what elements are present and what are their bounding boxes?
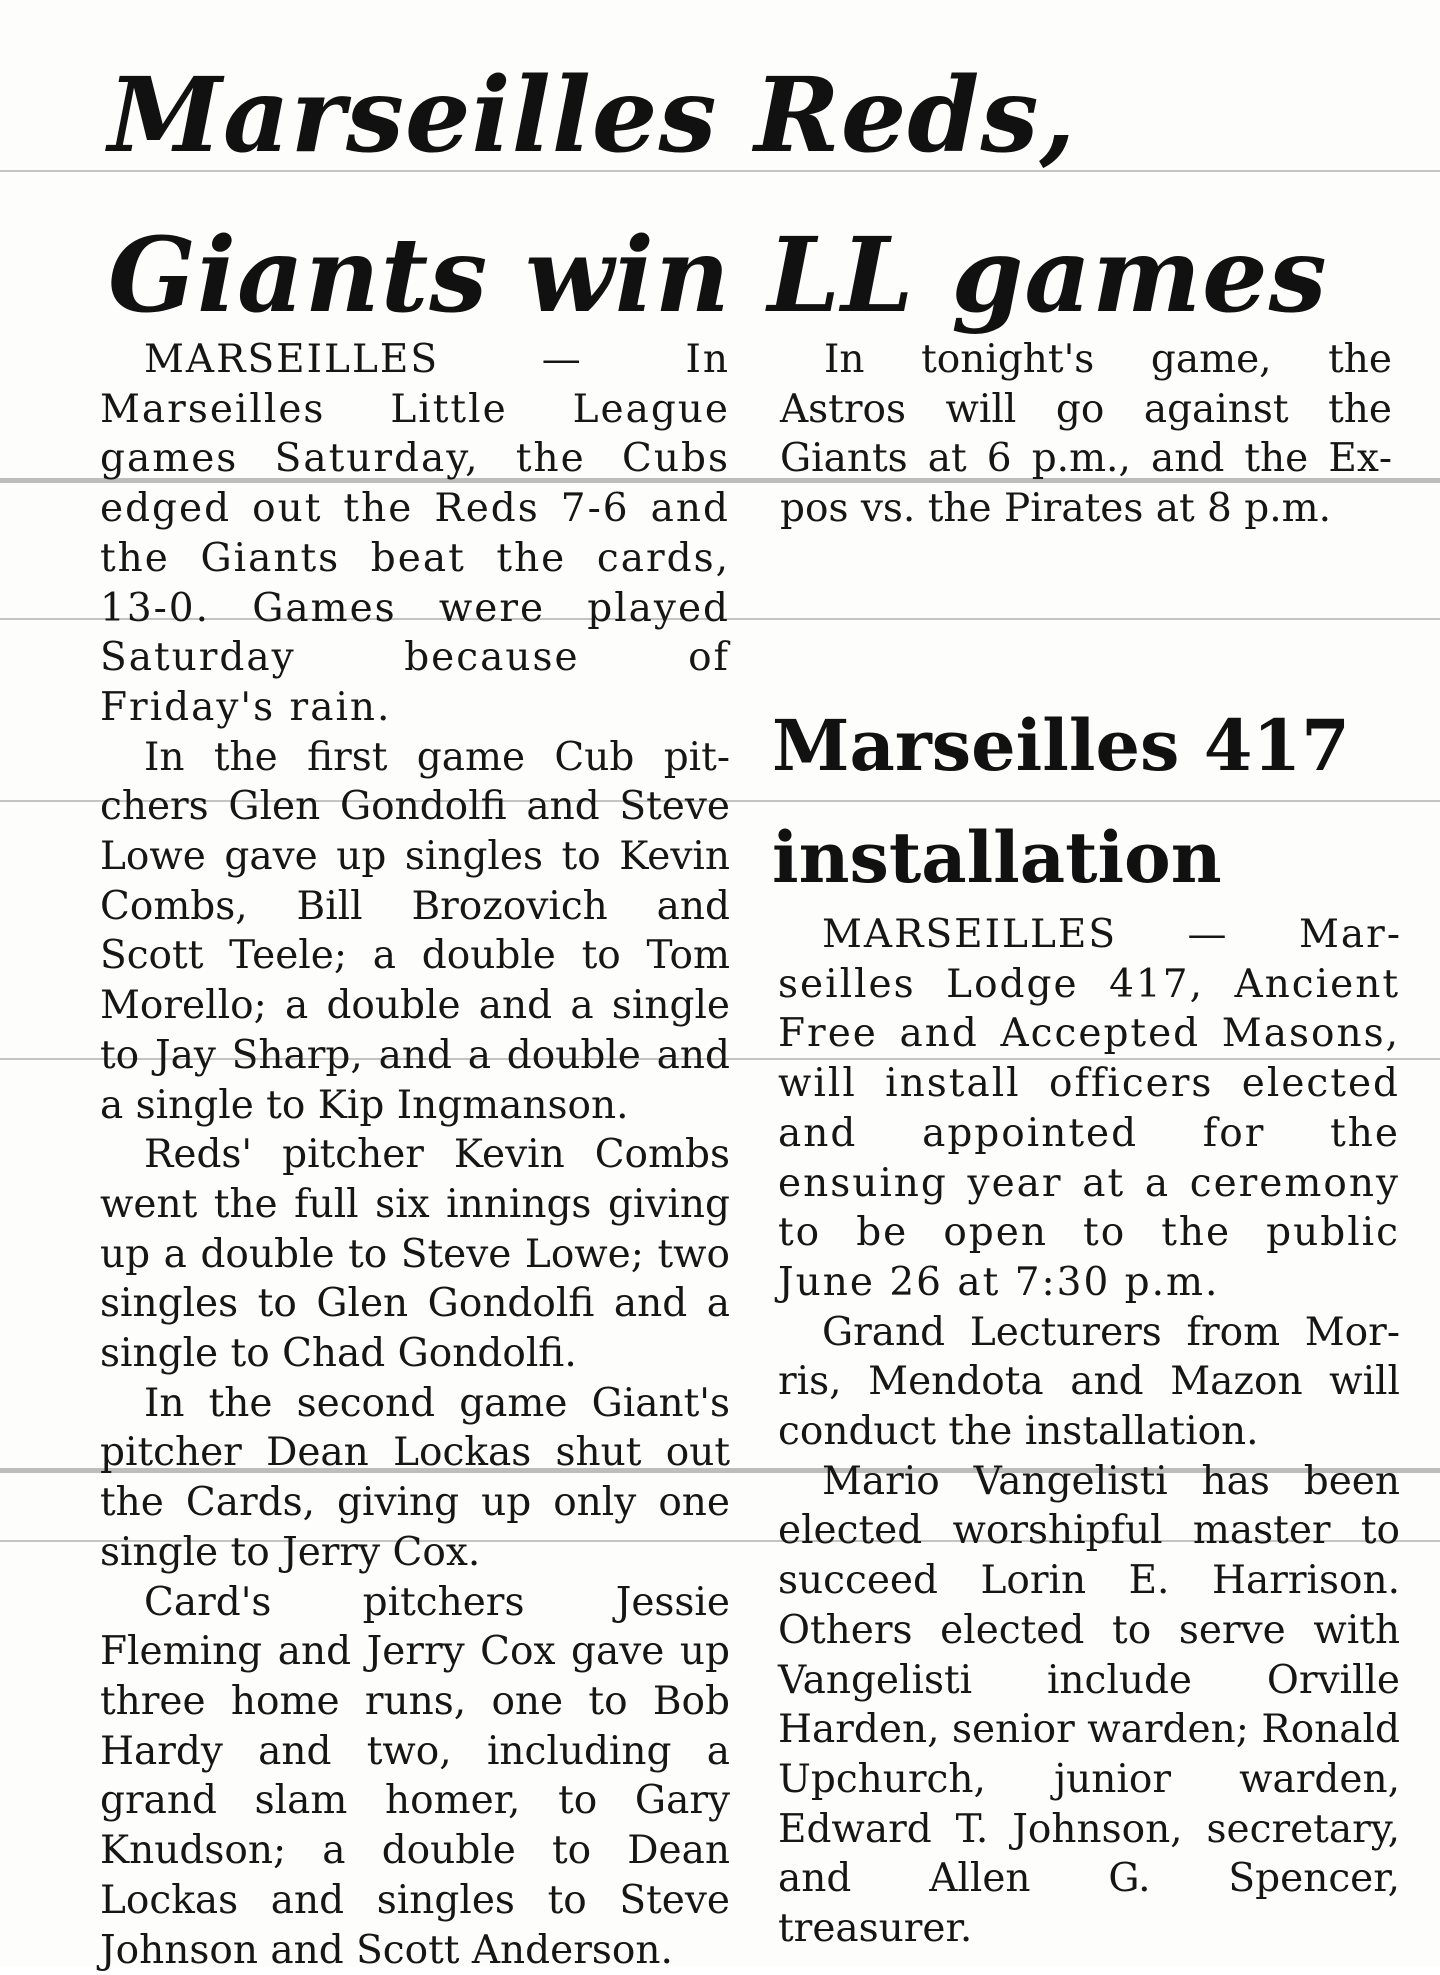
article-1-paragraph-1: MARSEILLES — In Marseilles Little League games Saturday, the Cubs edged out the Reds 7-6 and the Giants beat the cards, 13-0. Games were played Saturday because of Friday's rain.: [100, 337, 730, 730]
article-2-paragraph-1: MARSEILLES — Marseilles Lodge 417, Ancient Free and Accepted Masons, will install officers elected and appointed for the ensuing year at a ceremony to be open to the public June 26 at 7:30 p.m.: [778, 912, 1400, 1305]
article-2-paragraph-2: Grand Lecturers from Morris, Mendota and Mazon will conduct the installation.: [778, 1309, 1400, 1455]
article-2-paragraph-3: Mario Vangelisti has been elected worshipful master to succeed Lorin E. Harrison. Others elected to serve with Vangelisti include Orville Harden, senior warden; Ronald Upchurch, junior warden, Edward T. Johnson, secretary, and Allen G. Spencer, treasurer.: [778, 1458, 1400, 1952]
article-2-headline-line-2: installation: [772, 816, 1222, 899]
article-2-headline: [772, 690, 1412, 914]
article-1-column-1: [100, 335, 730, 1975]
article-1-paragraph-3: Reds' pitcher Kevin Combs went the full six innings giving up a double to Steve Lowe; two singles to Glen Gondolfi and a single to Chad Gondolfi.: [100, 1132, 730, 1377]
article-2-headline-line-1: Marseilles 417: [772, 704, 1350, 787]
article-1-paragraph-4: In the second game Giant's pitcher Dean Lockas shut out the Cards, giving up only one single to Jerry Cox.: [100, 1380, 730, 1575]
headline-line-1: Marseilles Reds,: [108, 55, 1077, 176]
headline-line-2: Giants win LL games: [108, 215, 1328, 336]
article-1-column-2: [780, 335, 1392, 534]
article-1-paragraph-6: In tonight's game, the Astros will go against the Giants at 6 p.m., and the Expos vs. the Pirates at 8 p.m.: [780, 337, 1392, 532]
article-1-headline: [108, 36, 1348, 356]
article-2-body: [778, 910, 1400, 1954]
article-1-paragraph-5: Card's pitchers Jessie Fleming and Jerry Cox gave up three home runs, one to Bob Hardy and two, including a grand slam homer, to Gary Knudson; a double to Dean Lockas and singles to Steve Johnson and Scott Anderson.: [100, 1579, 730, 1973]
article-1-paragraph-2: In the first game Cub pitchers Glen Gondolfi and Steve Lowe gave up singles to Kevin Combs, Bill Brozovich and Scott Teele; a double to Tom Morello; a double and a single to Jay Sharp, and a double and a single to Kip Ingmanson.: [100, 734, 730, 1128]
